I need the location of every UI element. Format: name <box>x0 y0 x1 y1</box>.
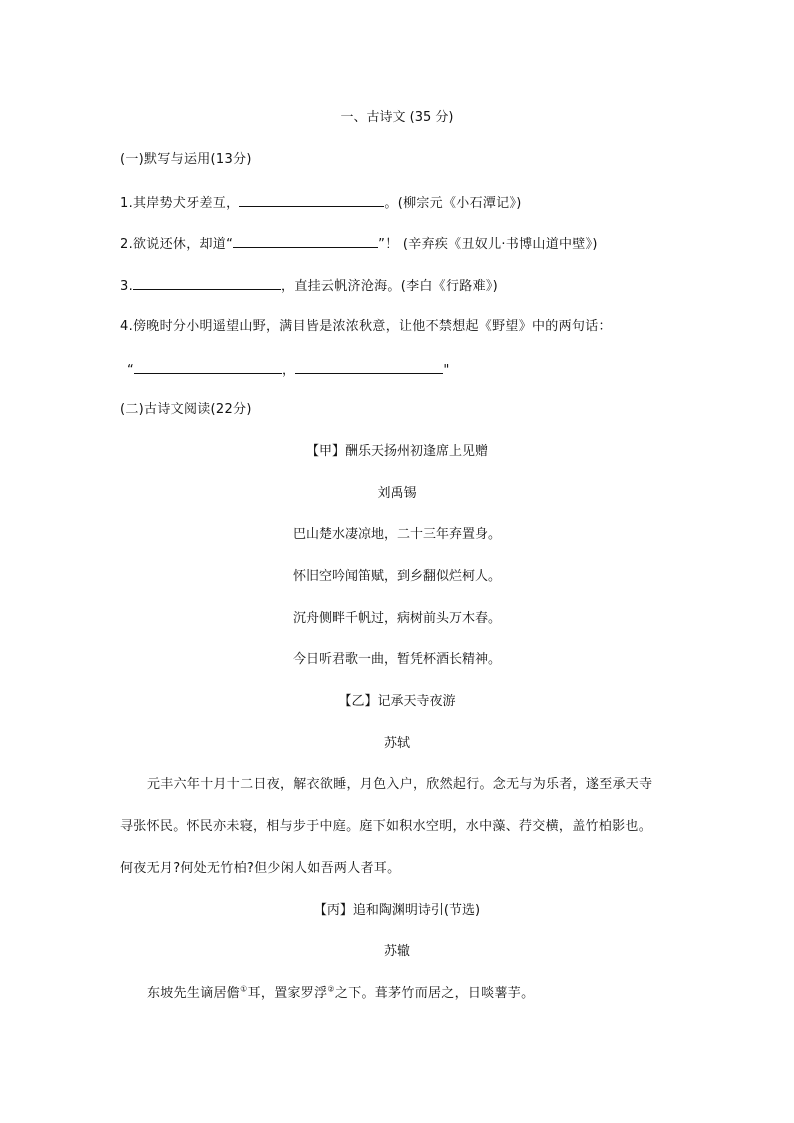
question-4: 4.傍晚时分小明遥望山野，满目皆是浓浓秋意，让他不禁想起《野望》中的两句话： <box>120 319 612 334</box>
q4-open-quote: “ <box>127 363 135 378</box>
text-b-line: 何夜无月?何处无竹柏?但少闲人如吾两人者耳。 <box>120 861 401 876</box>
q4-close-quote: " <box>443 363 450 378</box>
q2-after: ”！ (辛弃疾《丑奴儿·书博山道中壁》) <box>378 237 598 252</box>
q4-sep: ， <box>282 363 296 378</box>
text-c-part-2: 耳，置家罗浮 <box>247 986 328 1001</box>
text-c-author: 苏辙 <box>383 944 410 959</box>
poem-a-line: 沉舟侧畔千帆过，病树前头万木春。 <box>292 611 501 626</box>
q1-before: 1.其岸势犬牙差互， <box>120 196 240 211</box>
text-c-line <box>147 985 534 1003</box>
part2-heading: (二)古诗文阅读(22分) <box>120 402 252 417</box>
question-4-blanks <box>127 360 450 380</box>
poem-a-line: 怀旧空吟闻笛赋，到乡翻似烂柯人。 <box>292 569 501 584</box>
poem-a-author: 刘禹锡 <box>377 486 417 501</box>
part1-heading: (一)默写与运用(13分) <box>120 152 252 167</box>
q1-after: 。(柳宗元《小石潭记》) <box>384 196 522 211</box>
text-b-line: 元丰六年十月十二日夜，解衣欲睡，月色入户，欣然起行。念无与为乐者，遂至承天寺 <box>147 777 653 792</box>
q1-blank[interactable] <box>239 193 384 207</box>
text-c-part-1: 东坡先生谪居儋 <box>147 986 241 1001</box>
text-b-title: 【乙】记承天寺夜游 <box>338 694 456 709</box>
footnote-marker-1: ① <box>240 984 248 994</box>
q2-blank[interactable] <box>233 234 378 248</box>
text-c-part-3: 之下。葺茅竹而居之，日啖薯芋。 <box>334 986 535 1001</box>
section-title: 一、古诗文 (35 分) <box>340 110 454 125</box>
question-3 <box>120 276 498 296</box>
text-c-title: 【丙】追和陶渊明诗引(节选) <box>313 903 481 918</box>
q3-blank[interactable] <box>133 276 281 290</box>
q2-before: 2.欲说还休，却道“ <box>120 237 234 252</box>
question-2 <box>120 234 598 254</box>
question-1 <box>120 193 522 213</box>
q4-blank-1[interactable] <box>134 360 282 374</box>
poem-a-title: 【甲】酬乐天扬州初逢席上见赠 <box>305 444 488 459</box>
q3-after: ，直挂云帆济沧海。(李白《行路难》) <box>281 279 499 294</box>
text-b-author: 苏轼 <box>383 736 410 751</box>
text-b-line: 寻张怀民。怀民亦未寝，相与步于中庭。庭下如积水空明，水中藻、荇交横，盖竹柏影也。 <box>120 819 653 834</box>
q3-before: 3. <box>120 279 134 294</box>
q4-blank-2[interactable] <box>295 360 443 374</box>
footnote-marker-2: ② <box>327 984 335 994</box>
poem-a-line: 今日听君歌一曲，暂凭杯酒长精神。 <box>292 652 501 667</box>
poem-a-line: 巴山楚水凄凉地，二十三年弃置身。 <box>292 527 501 542</box>
